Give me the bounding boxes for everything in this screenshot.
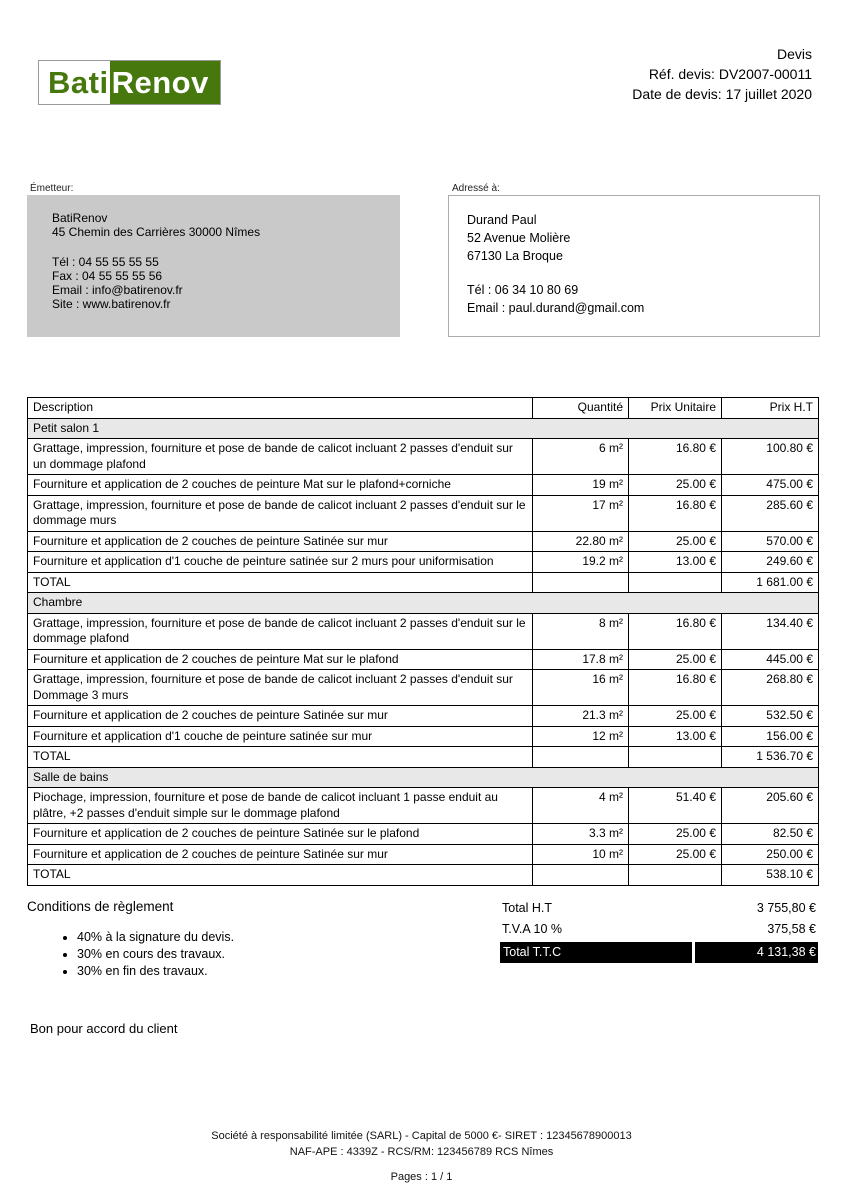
item-unit-price: 25.00 € (629, 844, 722, 865)
empty-cell (533, 747, 629, 768)
empty-cell (629, 865, 722, 886)
logo-text-bati: Bati (39, 61, 110, 104)
tva-label: T.V.A 10 % (502, 922, 562, 936)
footer-legal-line2: NAF-APE : 4339Z - RCS/RM: 123456789 RCS Nîmes (289, 1145, 554, 1158)
tva-row (500, 919, 818, 940)
payment-conditions-title: Conditions de règlement (27, 899, 174, 914)
section-total-row (28, 572, 819, 593)
item-quantity: 19.2 m² (533, 552, 629, 573)
recipient-label: Adressé à: (452, 183, 500, 194)
item-description: Grattage, impression, fourniture et pose de bande de calicot incluant 2 passes d'enduit sur le dommage murs (28, 495, 533, 531)
item-quantity: 17 m² (533, 495, 629, 531)
section-total-value: 538.10 € (722, 865, 819, 886)
column-header-quantity: Quantité (533, 398, 629, 419)
section-total-label: TOTAL (28, 865, 533, 886)
item-price-ht: 100.80 € (722, 439, 819, 475)
column-header-description: Description (28, 398, 533, 419)
table-header-row (28, 398, 819, 419)
document-type: Devis (776, 46, 812, 62)
section-total-row (28, 865, 819, 886)
item-quantity: 10 m² (533, 844, 629, 865)
sender-line: Email : info@batirenov.fr (52, 283, 183, 297)
recipient-line: Durand Paul (467, 213, 537, 227)
payment-term-item: • 30% en cours des travaux. (77, 946, 234, 963)
item-unit-price: 16.80 € (629, 613, 722, 649)
total-ht-row (500, 898, 818, 919)
section-name: Petit salon 1 (28, 418, 819, 439)
sender-block (27, 195, 400, 337)
item-quantity: 6 m² (533, 439, 629, 475)
empty-cell (533, 572, 629, 593)
section-total-value: 1 536.70 € (722, 747, 819, 768)
empty-cell (629, 747, 722, 768)
item-price-ht: 445.00 € (722, 649, 819, 670)
payment-term-item: • 30% en fin des travaux. (77, 963, 234, 980)
payment-terms-list (63, 929, 234, 980)
item-row (28, 844, 819, 865)
recipient-line: 67130 La Broque (467, 249, 563, 263)
column-header-price-ht: Prix H.T (722, 398, 819, 419)
section-total-value: 1 681.00 € (722, 572, 819, 593)
item-price-ht: 570.00 € (722, 531, 819, 552)
item-unit-price: 13.00 € (629, 726, 722, 747)
sender-line: 45 Chemin des Carrières 30000 Nîmes (52, 225, 261, 239)
recipient-block (448, 195, 820, 337)
item-price-ht: 82.50 € (722, 824, 819, 845)
recipient-line: 52 Avenue Molière (467, 231, 571, 245)
item-price-ht: 156.00 € (722, 726, 819, 747)
quote-table-body (28, 418, 819, 885)
item-quantity: 4 m² (533, 788, 629, 824)
payment-term-item: • 40% à la signature du devis. (77, 929, 234, 946)
item-unit-price: 25.00 € (629, 649, 722, 670)
item-row (28, 475, 819, 496)
item-quantity: 19 m² (533, 475, 629, 496)
totals-block (500, 898, 818, 963)
item-price-ht: 268.80 € (722, 670, 819, 706)
section-total-label: TOTAL (28, 572, 533, 593)
sender-line: Site : www.batirenov.fr (52, 297, 171, 311)
section-header-row (28, 418, 819, 439)
quote-table (27, 397, 819, 886)
recipient-line: Email : paul.durand@gmail.com (467, 301, 645, 315)
item-description: Fourniture et application de 2 couches de peinture Satinée sur mur (28, 706, 533, 727)
section-name: Salle de bains (28, 767, 819, 788)
item-price-ht: 475.00 € (722, 475, 819, 496)
total-ht-label: Total H.T (502, 901, 553, 915)
item-unit-price: 16.80 € (629, 495, 722, 531)
tva-value: 375,58 € (767, 922, 816, 936)
item-price-ht: 249.60 € (722, 552, 819, 573)
sender-line: Tél : 04 55 55 55 55 (52, 255, 159, 269)
item-price-ht: 134.40 € (722, 613, 819, 649)
item-unit-price: 25.00 € (629, 531, 722, 552)
company-logo (38, 60, 221, 105)
sender-line (52, 239, 400, 255)
total-ttc-value: 4 131,38 € (695, 942, 818, 963)
total-ttc-row (500, 942, 818, 963)
recipient-line (467, 265, 819, 281)
item-description: Piochage, impression, fourniture et pose de bande de calicot incluant 1 passe enduit au plâtre, +2 passes d'enduit simple sur le dommage plafond (28, 788, 533, 824)
section-total-label: TOTAL (28, 747, 533, 768)
column-header-unit-price: Prix Unitaire (629, 398, 722, 419)
section-total-row (28, 747, 819, 768)
item-quantity: 8 m² (533, 613, 629, 649)
client-approval-text: Bon pour accord du client (30, 1021, 178, 1036)
item-quantity: 21.3 m² (533, 706, 629, 727)
item-quantity: 3.3 m² (533, 824, 629, 845)
item-unit-price: 16.80 € (629, 439, 722, 475)
item-unit-price: 51.40 € (629, 788, 722, 824)
item-description: Fourniture et application de 2 couches de peinture Satinée sur mur (28, 531, 533, 552)
page-indicator: Pages : 1 / 1 (390, 1171, 453, 1183)
item-row (28, 552, 819, 573)
item-description: Fourniture et application de 2 couches de peinture Satinée sur mur (28, 844, 533, 865)
item-unit-price: 25.00 € (629, 824, 722, 845)
item-description: Fourniture et application de 2 couches de peinture Mat sur le plafond+corniche (28, 475, 533, 496)
item-row (28, 531, 819, 552)
item-row (28, 495, 819, 531)
recipient-line: Tél : 06 34 10 80 69 (467, 283, 579, 297)
item-price-ht: 250.00 € (722, 844, 819, 865)
logo-text-renov: Renov (110, 61, 220, 104)
footer-legal-line1: Société à responsabilité limitée (SARL) - Capital de 5000 €- SIRET : 12345678900013 (211, 1130, 632, 1142)
total-ttc-label: Total T.T.C (500, 942, 692, 963)
footer-legal (0, 1129, 843, 1160)
document-info (632, 44, 812, 104)
section-name: Chambre (28, 593, 819, 614)
item-row (28, 726, 819, 747)
item-price-ht: 285.60 € (722, 495, 819, 531)
item-description: Fourniture et application d'1 couche de peinture satinée sur mur (28, 726, 533, 747)
empty-cell (533, 865, 629, 886)
item-unit-price: 25.00 € (629, 475, 722, 496)
item-quantity: 12 m² (533, 726, 629, 747)
item-description: Fourniture et application de 2 couches de peinture Satinée sur le plafond (28, 824, 533, 845)
item-row (28, 649, 819, 670)
document-reference: Réf. devis: DV2007-00011 (648, 66, 812, 82)
document-date: Date de devis: 17 juillet 2020 (632, 86, 812, 102)
item-description: Fourniture et application d'1 couche de peinture satinée sur 2 murs pour uniformisation (28, 552, 533, 573)
sender-line: BatiRenov (52, 211, 108, 225)
sender-label: Émetteur: (30, 183, 74, 194)
total-ht-value: 3 755,80 € (756, 901, 816, 915)
item-price-ht: 205.60 € (722, 788, 819, 824)
empty-cell (629, 572, 722, 593)
section-header-row (28, 767, 819, 788)
item-description: Grattage, impression, fourniture et pose de bande de calicot incluant 2 passes d'enduit sur Dommage 3 murs (28, 670, 533, 706)
section-header-row (28, 593, 819, 614)
item-row (28, 613, 819, 649)
item-row (28, 706, 819, 727)
item-unit-price: 25.00 € (629, 706, 722, 727)
item-row (28, 670, 819, 706)
item-description: Fourniture et application de 2 couches de peinture Mat sur le plafond (28, 649, 533, 670)
item-price-ht: 532.50 € (722, 706, 819, 727)
item-row (28, 824, 819, 845)
item-quantity: 16 m² (533, 670, 629, 706)
item-quantity: 17.8 m² (533, 649, 629, 670)
item-unit-price: 16.80 € (629, 670, 722, 706)
item-row (28, 439, 819, 475)
item-quantity: 22.80 m² (533, 531, 629, 552)
sender-line: Fax : 04 55 55 55 56 (52, 269, 163, 283)
item-unit-price: 13.00 € (629, 552, 722, 573)
item-description: Grattage, impression, fourniture et pose de bande de calicot incluant 2 passes d'enduit sur le dommage plafond (28, 613, 533, 649)
item-row (28, 788, 819, 824)
item-description: Grattage, impression, fourniture et pose de bande de calicot incluant 2 passes d'enduit sur un dommage plafond (28, 439, 533, 475)
